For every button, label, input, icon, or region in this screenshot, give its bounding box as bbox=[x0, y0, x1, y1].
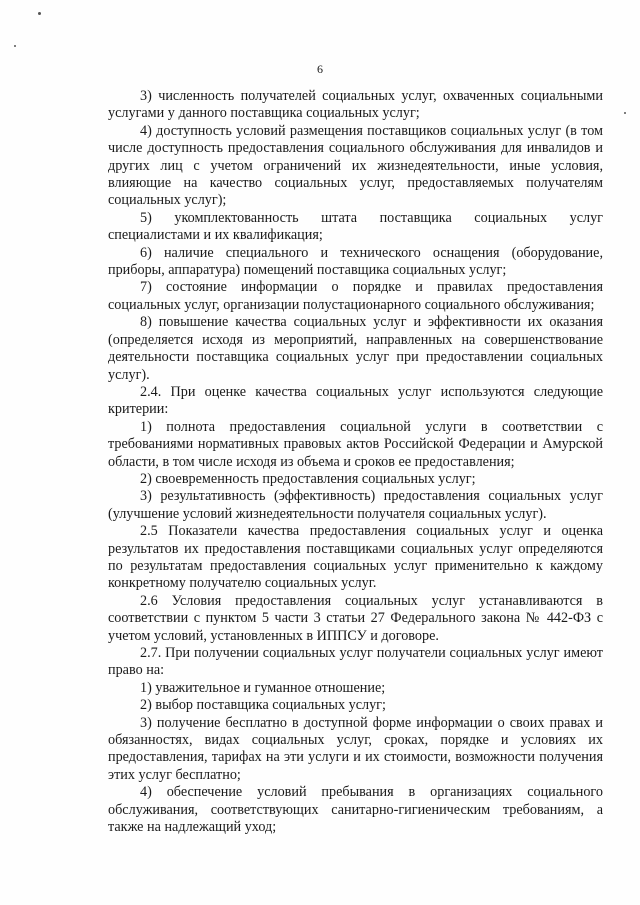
paragraph: 7) состояние информации о порядке и правилах предоставления социальных услуг, организации полустационарного социального обслуживания; bbox=[108, 279, 603, 313]
paragraph: 4) обеспечение условий пребывания в организациях социального обслуживания, соответствующих санитарно-гигиеническим требованиям, а также на надлежащий уход; bbox=[108, 784, 603, 836]
paragraph: 3) получение бесплатно в доступной форме информации о своих правах и обязанностях, видах социальных услуг, сроках, порядке и условиях их предоставления, тарифах на эти услуги и их стоимости, возможности получения этих услуг бесплатно; bbox=[108, 714, 603, 783]
paragraph: 1) уважительное и гуманное отношение; bbox=[140, 679, 386, 696]
paragraph: 2) своевременность предоставления социальных услуг; bbox=[140, 470, 476, 487]
page-number: 6 bbox=[317, 62, 323, 76]
paragraph: 8) повышение качества социальных услуг и эффективности их оказания (определяется исходя из мероприятий, направленных на совершенствование деятельности поставщика социальных услуг при предоставлении социальных услуг). bbox=[108, 314, 603, 383]
paragraph: 6) наличие специального и технического оснащения (оборудование, приборы, аппаратура) помещений поставщика социальных услуг; bbox=[108, 244, 603, 279]
paragraph: 5) укомплектованность штата поставщика социальных услуг специалистами и их квалификация; bbox=[108, 209, 603, 244]
section-paragraph: 2.6 Условия предоставления социальных услуг устанавливаются в соответствии с пунктом 5 части 3 статьи 27 Федерального закона № 442-ФЗ с учетом условий, установленных в ИППСУ и договоре. bbox=[108, 592, 603, 644]
section-paragraph: 2.5 Показатели качества предоставления социальных услуг и оценка результатов их предоставления поставщиками социальных услуг определяются по результатам предоставления социальных услуг применительно к каждому конкретному получателю социальных услуг. bbox=[108, 523, 603, 592]
paragraph: 4) доступность условий размещения поставщиков социальных услуг (в том числе доступность предоставления социального обслуживания для инвалидов и других лиц с учетом ограничений их жизнедеятельности, иные условия, влияющие на качество социальных услуг, предоставляемых получателям социальных услуг); bbox=[108, 122, 603, 209]
section-heading-paragraph: 2.4. При оценке качества социальных услуг используются следующие критерии: bbox=[108, 383, 603, 418]
paragraph: 3) численность получателей социальных услуг, охваченных социальными услугами у данного поставщика социальных услуг; bbox=[108, 88, 603, 122]
document-body bbox=[108, 88, 603, 836]
scan-speck bbox=[14, 45, 16, 47]
scan-speck bbox=[624, 112, 626, 114]
paragraph: 3) результативность (эффективность) предоставления социальных услуг (улучшение условий жизнедеятельности получателя социальных услуг). bbox=[108, 488, 603, 522]
section-heading-paragraph: 2.7. При получении социальных услуг получатели социальных услуг имеют право на: bbox=[108, 645, 603, 679]
paragraph: 1) полнота предоставления социальной услуги в соответствии с требованиями нормативных правовых актов Российской Федерации и Амурской области, в том числе исходя из объема и сроков ее предоставления; bbox=[108, 418, 603, 470]
scan-speck bbox=[38, 12, 41, 15]
paragraph: 2) выбор поставщика социальных услуг; bbox=[140, 697, 386, 714]
